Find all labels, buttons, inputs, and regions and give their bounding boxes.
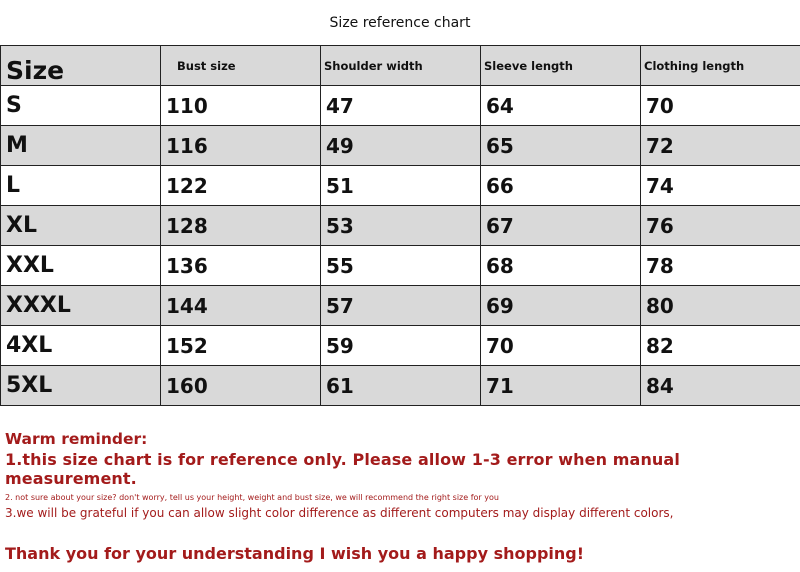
sleeve-value: 71	[481, 366, 641, 406]
length-value: 72	[641, 126, 800, 166]
size-table	[0, 45, 800, 406]
sleeve-value: 69	[481, 286, 641, 326]
header-size: Size	[1, 46, 161, 86]
table-row	[1, 126, 800, 166]
reminder-line-1: 1.this size chart is for reference only. Please allow 1-3 error when manual measurement.	[5, 450, 680, 488]
chart-title: Size reference chart	[329, 15, 471, 31]
length-value: 76	[641, 206, 800, 246]
header-sleeve-length: Sleeve length	[481, 46, 641, 86]
bust-value: 128	[161, 206, 321, 246]
sleeve-value: 68	[481, 246, 641, 286]
size-label: M	[1, 126, 161, 166]
length-value: 82	[641, 326, 800, 366]
size-label: XXL	[1, 246, 161, 286]
table-row	[1, 246, 800, 286]
length-value: 70	[641, 86, 800, 126]
length-value: 74	[641, 166, 800, 206]
sleeve-value: 65	[481, 126, 641, 166]
size-label: S	[1, 86, 161, 126]
thanks-message: Thank you for your understanding I wish you a happy shopping!	[5, 544, 585, 563]
shoulder-value: 49	[321, 126, 481, 166]
length-value: 80	[641, 286, 800, 326]
table-row	[1, 326, 800, 366]
sleeve-value: 66	[481, 166, 641, 206]
length-value: 78	[641, 246, 800, 286]
shoulder-value: 51	[321, 166, 481, 206]
shoulder-value: 61	[321, 366, 481, 406]
shoulder-value: 55	[321, 246, 481, 286]
size-label: 4XL	[1, 326, 161, 366]
bust-value: 136	[161, 246, 321, 286]
header-clothing-length: Clothing length	[641, 46, 800, 86]
bust-value: 160	[161, 366, 321, 406]
warm-reminder-notes	[5, 425, 795, 563]
shoulder-value: 53	[321, 206, 481, 246]
bust-value: 110	[161, 86, 321, 126]
sleeve-value: 64	[481, 86, 641, 126]
header-shoulder-width: Shoulder width	[321, 46, 481, 86]
size-label: L	[1, 166, 161, 206]
header-bust-size: Bust size	[161, 46, 321, 86]
size-label: 5XL	[1, 366, 161, 406]
table-header-row	[1, 46, 800, 86]
size-label: XXXL	[1, 286, 161, 326]
shoulder-value: 57	[321, 286, 481, 326]
length-value: 84	[641, 366, 800, 406]
table-row	[1, 286, 800, 326]
table-row	[1, 86, 800, 126]
size-label: XL	[1, 206, 161, 246]
table-row	[1, 366, 800, 406]
bust-value: 122	[161, 166, 321, 206]
table-row	[1, 166, 800, 206]
reminder-heading: Warm reminder:	[5, 430, 148, 448]
sleeve-value: 70	[481, 326, 641, 366]
reminder-line-2: 2. not sure about your size? don't worry, tell us your height, weight and bust size, we will recommend the right size for you	[5, 493, 499, 502]
bust-value: 116	[161, 126, 321, 166]
reminder-line-3: 3.we will be grateful if you can allow slight color difference as different computers may display different colors,	[5, 506, 674, 520]
table-row	[1, 206, 800, 246]
sleeve-value: 67	[481, 206, 641, 246]
shoulder-value: 59	[321, 326, 481, 366]
bust-value: 144	[161, 286, 321, 326]
shoulder-value: 47	[321, 86, 481, 126]
bust-value: 152	[161, 326, 321, 366]
